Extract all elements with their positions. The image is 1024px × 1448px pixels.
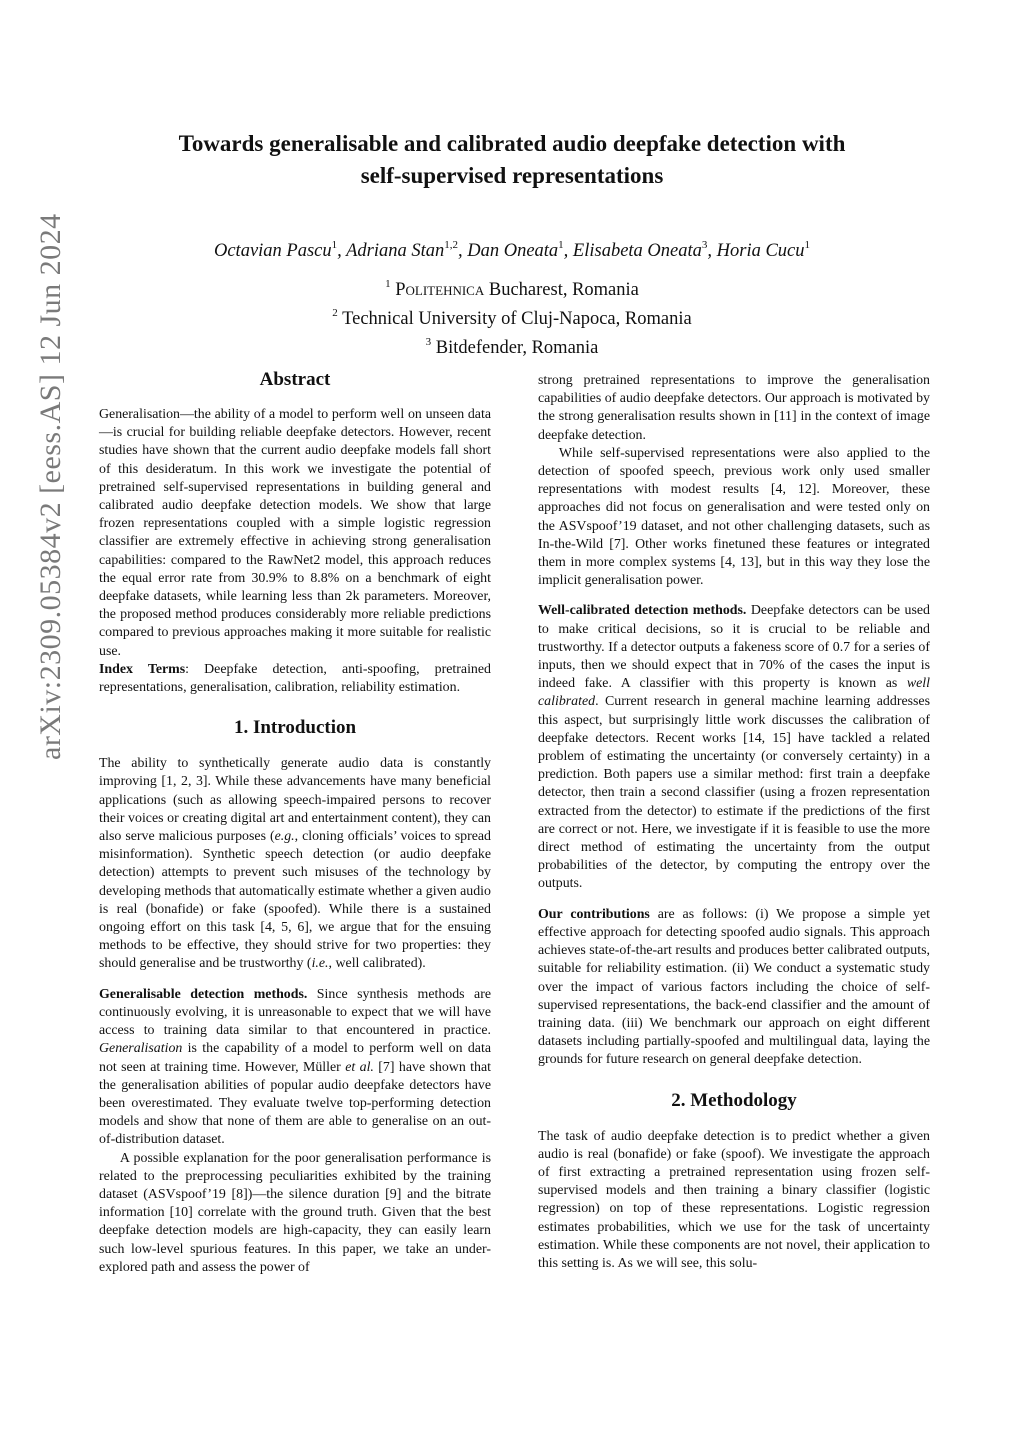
intro-paragraph-1: The ability to synthetically generate audio data is constantly improving [1, 2, 3]. While these advancements have many beneficial applications (such as allowing speech-impaired persons to recover their voices or creating digital art and entertainment content), they can also serve malicious purposes (e.g., cloning officials’ voices to spread misinformation). Synthetic speech detection (or audio deepfake detection) attempts to prevent such misuses of the technology by developing methods that automatically estimate whether a given audio is real (bonafide) or fake (spoofed). While there is a sustained ongoing effort on this task [4, 5, 6], we argue that for the ensuing methods to be effective, they should strive for two properties: they should generalise and be trustworthy (i.e., well calibrated). <box>99 756 492 972</box>
title-line-2: self-supervised representations <box>360 163 664 188</box>
intro-paragraph-3: A possible explanation for the poor generalisation performance is related to the preprocessing peculiarities exhibited by the training dataset (ASVspoof’19 [8])—the silence duration [9] and the bitrate information [10] correlate with the ground truth. Given that the best deepfake detection models are high-capacity, they can easily learn such low-level spurious features. In this paper, we take an under-explored path and assess the power of <box>99 1150 491 1275</box>
intro-paragraph-calibrated: Well-calibrated detection methods. Deepfake detectors can be used to make critical decisions, so it is crucial to be reliable and trustworthy. If a detector outputs a fakeness score of 0.7 for a series of inputs, then we should expect that in 70% of the cases the input is indeed fake. A classifier with this property is known as well calibrated. Current research in general machine learning addresses this aspect, but surprisingly little work discusses the calibration of deepfake detectors. Recent works [14, 15] have tackled a related problem of estimating the uncertainty (or conversely certainty) in a prediction. Both papers use a similar method: first train a deepfake detector, then train a second classifier (using a frozen representation extracted from the detector) to estimate if the predictions of the first are correct or not. Here, we investigate if it is feasible to use the more direct method of estimating the uncertainty from the output probabilities of the detector, by computing the entropy over the outputs. <box>538 603 931 892</box>
intro-paragraph-4: While self-supervised representations were also applied to the detection of spoofed speech, previous work only used smaller representations with modest results [4, 12]. Moreover, these approaches did not focus on generalisation and were tested only on the ASVspoof’19 dataset, and not other challenging datasets, such as In-the-Wild [7]. Other works finetuned these features or integrated them in more complex systems [4, 13], but in this way they lose the implicit generalisation power. <box>538 445 930 589</box>
index-terms: Index Terms: Deepfake detection, anti-spoofing, pretrained representations, generalisation, calibration, reliability estimation. <box>99 661 491 696</box>
affiliation: $^3$ Bitdefender, Romania <box>425 336 599 358</box>
left-column <box>99 366 491 1277</box>
affiliation-list <box>112 273 912 360</box>
affiliation: $^1$ Politehnica Bucharest, Romania <box>385 278 639 300</box>
title-line-1: Towards generalisable and calibrated audio deepfake detection with <box>178 131 846 156</box>
section-heading-methodology: 2. Methodology <box>671 1089 797 1111</box>
arxiv-identifier: arXiv:2309.05384v2 [eess.AS] 12 Jun 2024 <box>34 213 67 760</box>
abstract-text: Generalisation—the ability of a model to perform well on unseen data—is crucial for building reliable deepfake detectors. However, recent studies have shown that the current audio deepfake models fall short of this desideratum. In this work we investigate the potential of pretrained self-supervised representations in building general and calibrated audio deepfake detection models. We show that large frozen representations coupled with a simple logistic regression classifier are extremely effective in achieving strong generalisation capabilities: compared to the RawNet2 model, this approach reduces the equal error rate from 30.9% to 8.8% on a benchmark of eight deepfake datasets, while learning less than 2k parameters. Moreover, the proposed method produces considerably more reliable predictions compared to previous approaches making it more suitable for realistic use. <box>99 407 491 659</box>
author: Dan Oneata$^1$, <box>467 239 573 261</box>
method-paragraph-1: The task of audio deepfake detection is to predict whether a given audio is real (bonafide) or fake (spoof). We investigate the approach of first extracting a pretrained representation using frozen self-supervised models and then training a binary classifier (logistic regression) on top of these representations. Logistic regression estimates probabilities, which we use for the task of uncertainty estimation. While these components are not novel, their application to this setting is. As we will see, this solu- <box>538 1128 930 1271</box>
intro-paragraph-contributions: Our contributions are as follows: (i) We propose a simple yet effective approach for detecting spoofed audio signals. This approach achieves state-of-the-art results and produces better calibrated outputs, suitable for reliability estimation. (ii) We conduct a systematic study over the impact of various factors including the choice of self-supervised representations, the back-end classifier and the amount of training data. (iii) We benchmark our approach on eight different datasets including partially-spoofed and multilingual data, laying the grounds for future research on general deepfake detection. <box>538 906 930 1068</box>
author: Elisabeta Oneata$^3$, <box>572 239 717 261</box>
author: Octavian Pascu$^1$, <box>213 239 347 261</box>
author: Horia Cucu$^1$ <box>716 239 811 261</box>
intro-paragraph-generalisable: Generalisable detection methods. Since synthesis methods are continuously evolving, it is unreasonable to expect that we will have access to training data similar to that encountered in practice. Generalisation is the capability of a model to perform well on data not seen at training time. However, Müller et al. [7] have shown that the generalisation abilities of popular audio deepfake detectors have been overestimated. They evaluate twelve top-performing detection models and show that none of them are able to generalise on an out-of-distribution dataset. <box>99 986 491 1148</box>
right-column <box>538 372 930 1273</box>
abstract-heading: Abstract <box>259 369 331 390</box>
section-heading-introduction: 1. Introduction <box>233 717 357 739</box>
affiliation: $^2$ Technical University of Cluj-Napoca, Romania <box>332 307 692 329</box>
paper-title <box>112 128 912 192</box>
intro-paragraph-3-continued: strong pretrained representations to improve the generalisation capabilities of audio deepfake detectors. Our approach is motivated by the strong generalisation results shown in [11] in the context of image deepfake detection. <box>538 373 930 443</box>
author: Adriana Stan$^{1,2}$, <box>346 239 468 261</box>
author-list <box>112 232 912 264</box>
